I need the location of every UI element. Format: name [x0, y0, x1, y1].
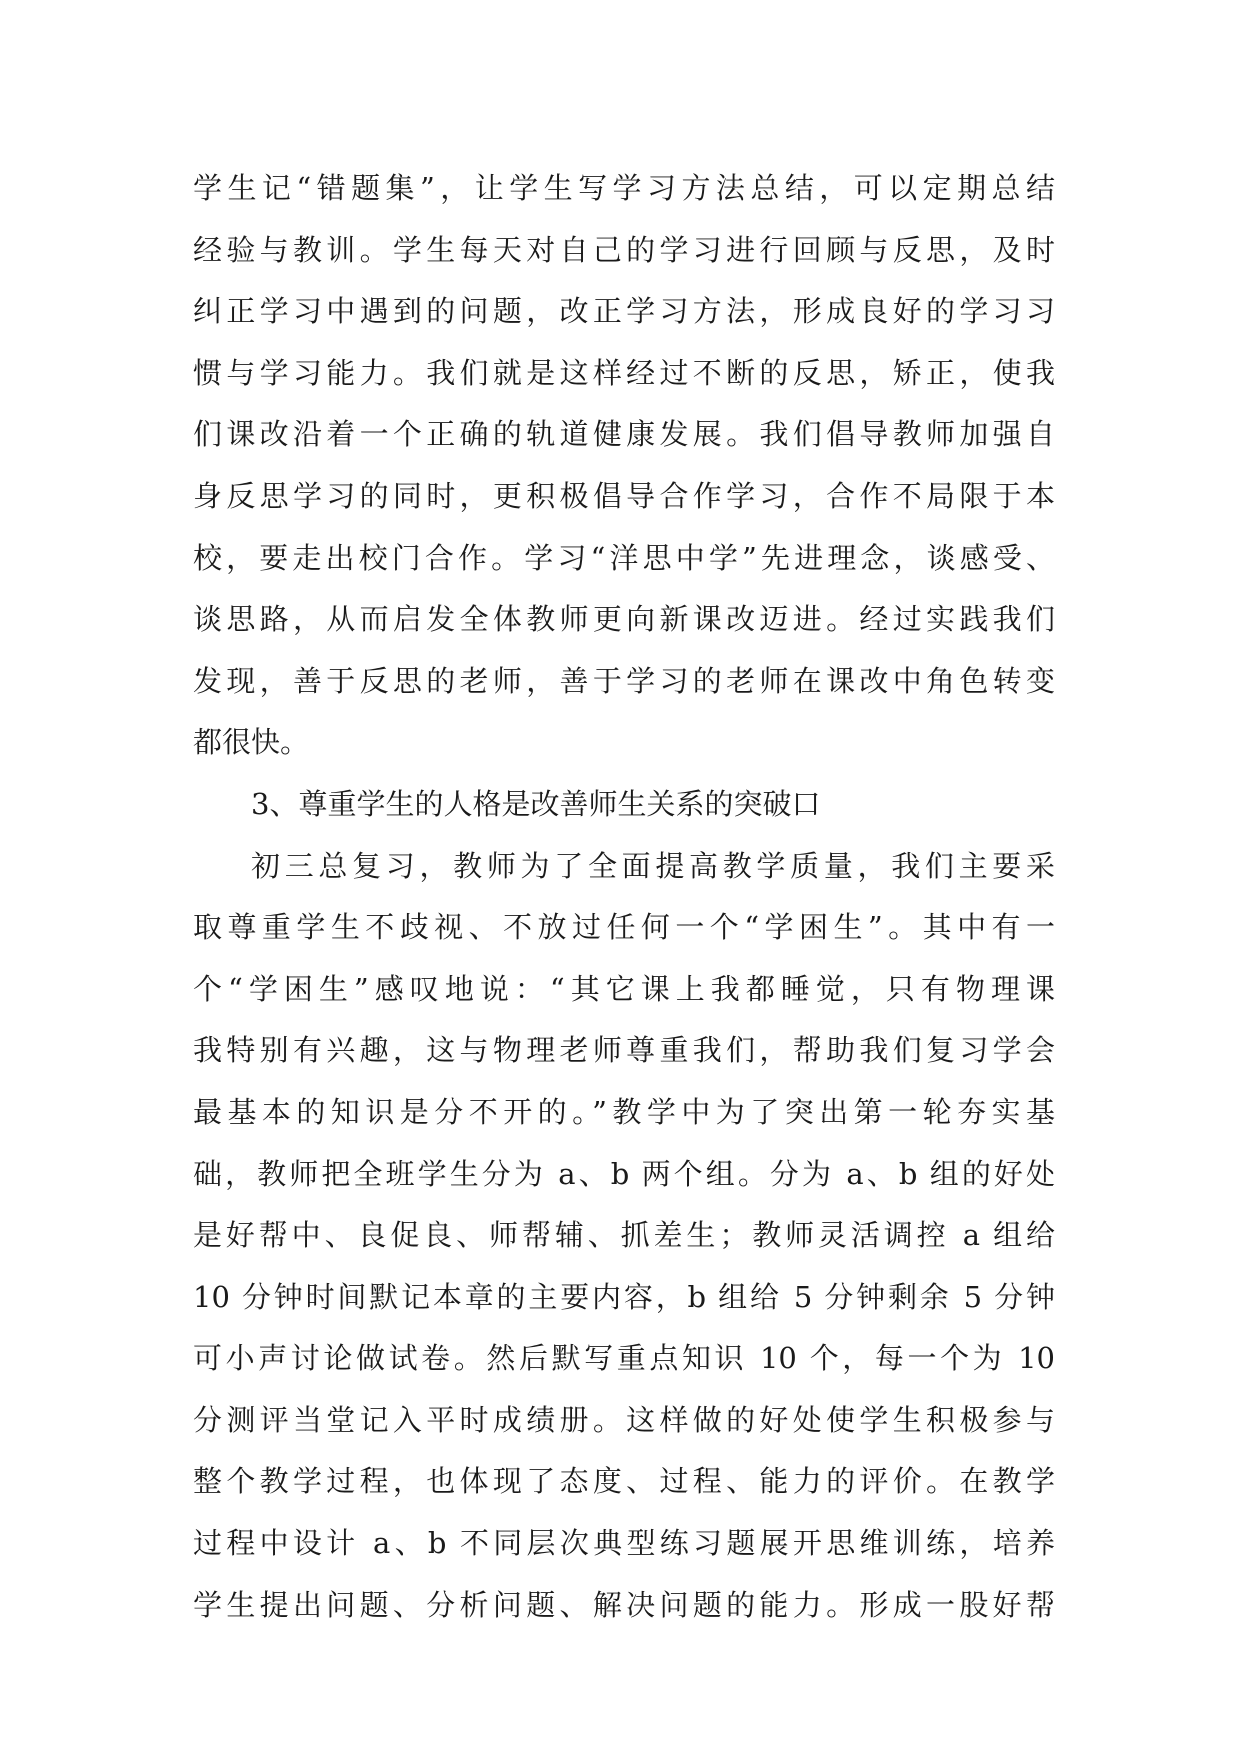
text-line: 都很快。	[193, 725, 310, 760]
text-line: 过程中设计 a、b 不同层次典型练习题展开思维训练，培养	[193, 1526, 1055, 1561]
text-line: 纠正学习中遇到的问题，改正学习方法，形成良好的学习习	[193, 294, 1055, 329]
text-line: 础，教师把全班学生分为 a、b 两个组。分为 a、b 组的好处	[193, 1156, 1055, 1191]
text-line: 10 分钟时间默记本章的主要内容，b 组给 5 分钟剩余 5 分钟	[193, 1279, 1055, 1314]
text-line: 发现，善于反思的老师，善于学习的老师在课改中角色转变	[193, 663, 1055, 698]
paragraph-1	[193, 158, 1055, 774]
text-line: 分测评当堂记入平时成绩册。这样做的好处使学生积极参与	[193, 1402, 1055, 1437]
text-line: 是好帮中、良促良、师帮辅、抓差生；教师灵活调控 a 组给	[193, 1218, 1055, 1253]
text-line: 可小声讨论做试卷。然后默写重点知识 10 个，每一个为 10	[193, 1341, 1055, 1376]
text-line: 最基本的知识是分不开的。”教学中为了突出第一轮夯实基	[193, 1094, 1055, 1129]
text-line: 身反思学习的同时，更积极倡导合作学习，合作不局限于本	[193, 478, 1055, 513]
text-line: 整个教学过程，也体现了态度、过程、能力的评价。在教学	[193, 1464, 1055, 1499]
text-line: 取尊重学生不歧视、不放过任何一个“学困生”。其中有一	[193, 910, 1055, 945]
text-line: 惯与学习能力。我们就是这样经过不断的反思，矫正，使我	[193, 355, 1055, 390]
text-line: 学生提出问题、分析问题、解决问题的能力。形成一股好帮	[193, 1587, 1055, 1622]
text-line: 我特别有兴趣，这与物理老师尊重我们，帮助我们复习学会	[193, 1033, 1055, 1068]
section-heading: 3、尊重学生的人格是改善师生关系的突破口	[251, 786, 821, 821]
text-line: 个“学困生”感叹地说：“其它课上我都睡觉，只有物理课	[193, 971, 1055, 1006]
paragraph-2	[193, 836, 1055, 1637]
document-body	[193, 158, 1055, 1636]
text-line: 学生记“错题集”，让学生写学习方法总结，可以定期总结	[193, 171, 1055, 205]
text-line: 谈思路，从而启发全体教师更向新课改迈进。经过实践我们	[193, 602, 1055, 637]
text-line: 们课改沿着一个正确的轨道健康发展。我们倡导教师加强自	[193, 417, 1055, 452]
text-line: 初三总复习，教师为了全面提高教学质量，我们主要采	[251, 848, 1055, 883]
text-line: 校，要走出校门合作。学习“洋思中学”先进理念，谈感受、	[193, 540, 1055, 575]
text-line: 经验与教训。学生每天对自己的学习进行回顾与反思，及时	[193, 232, 1055, 267]
